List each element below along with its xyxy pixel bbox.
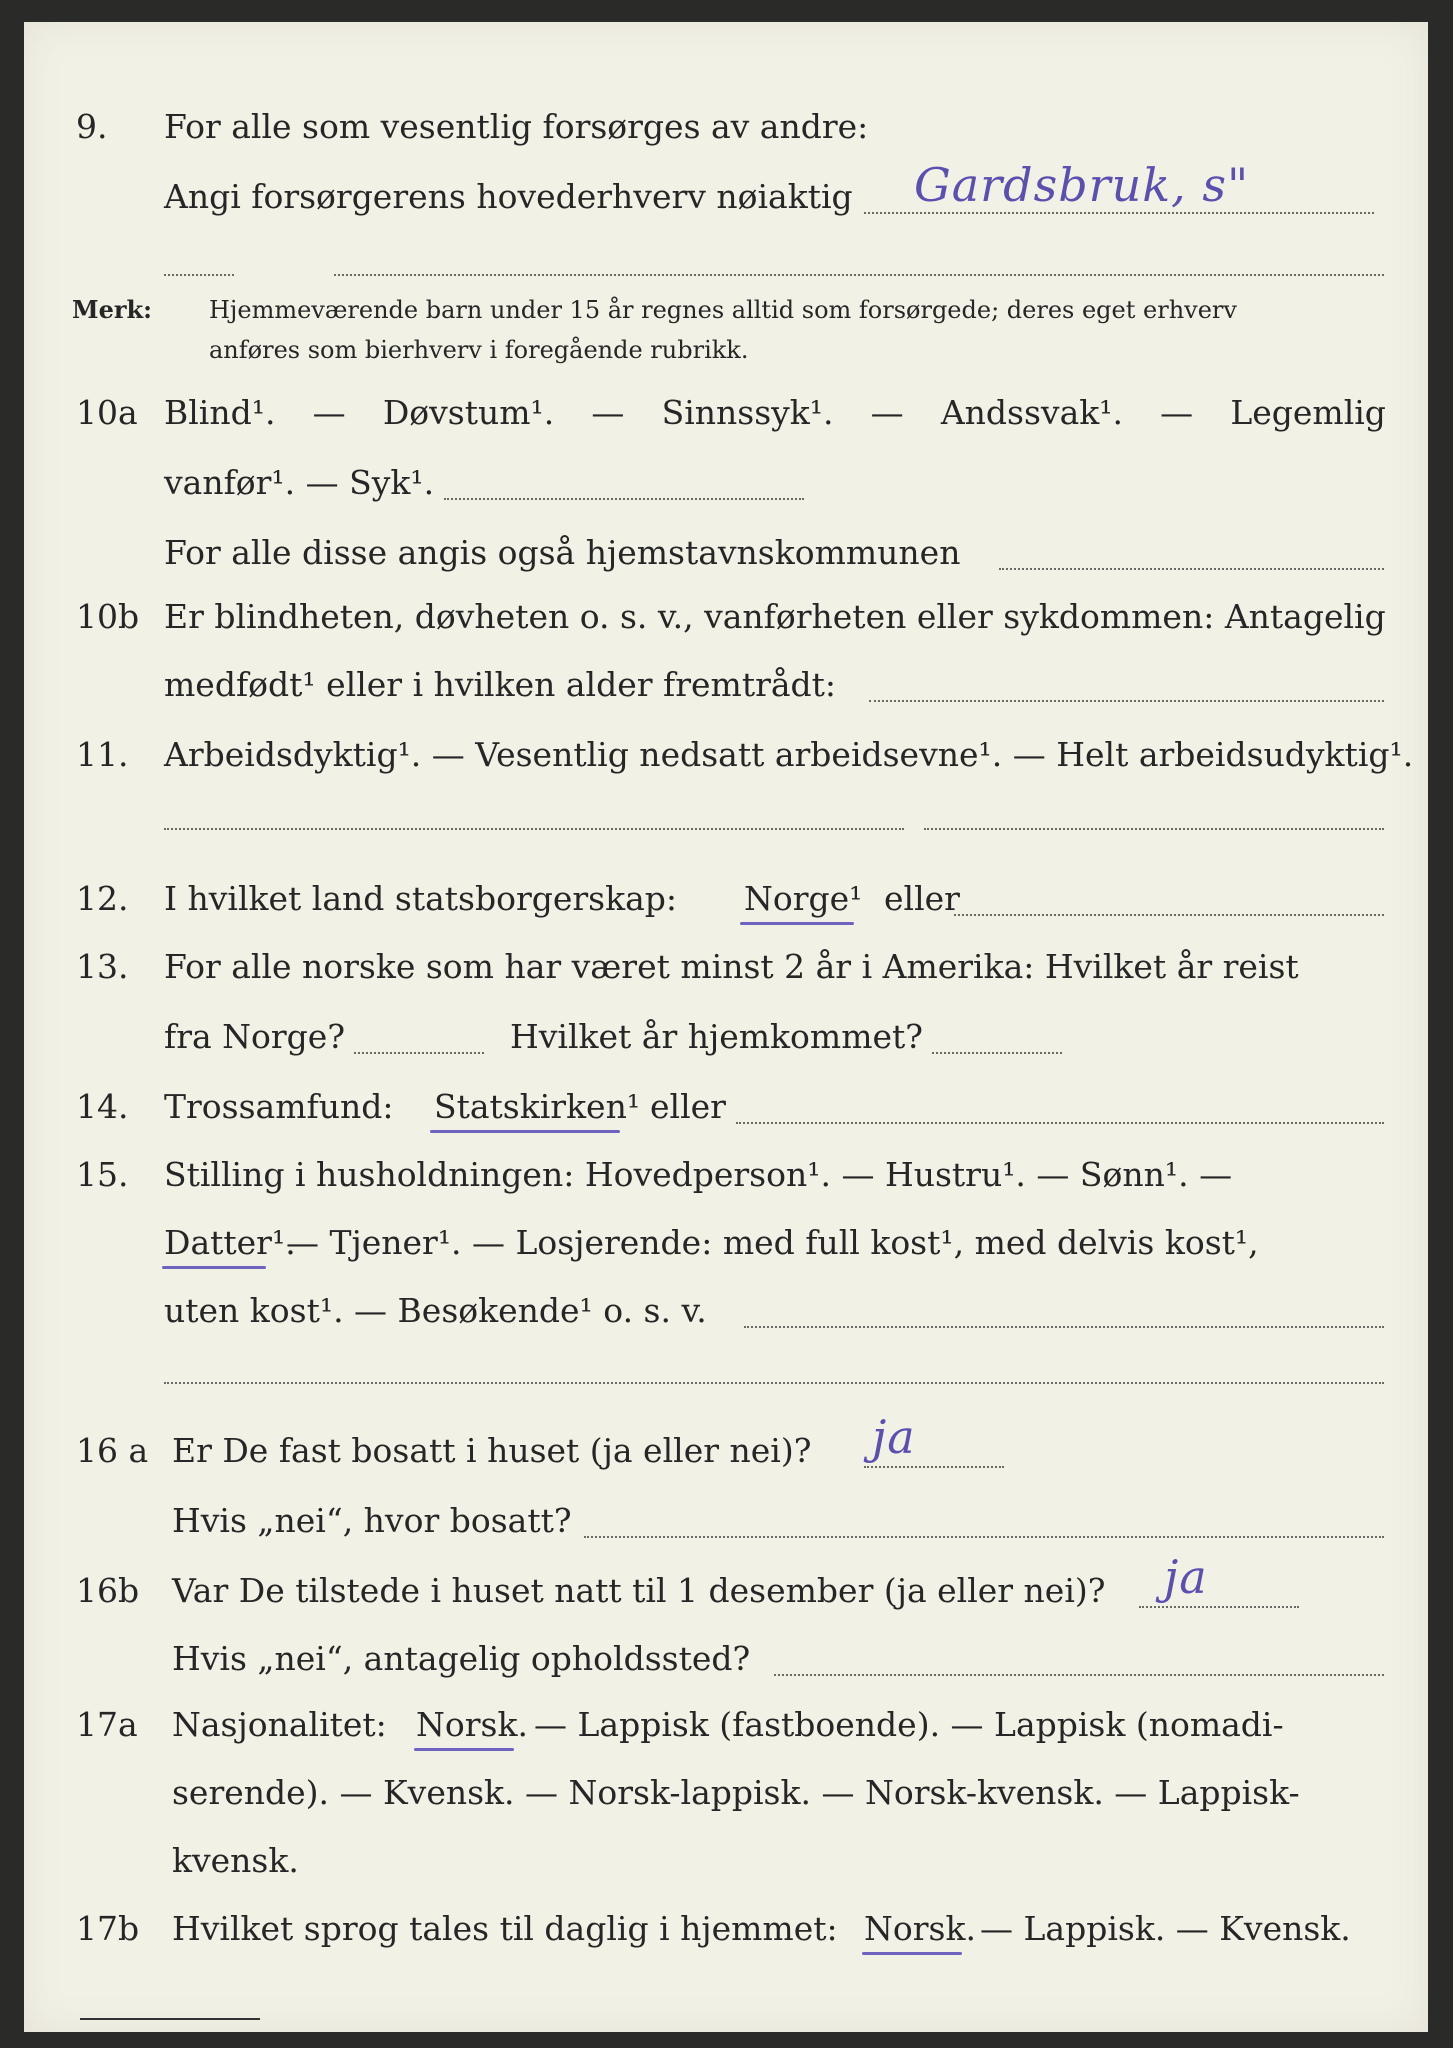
q10a-row2 xyxy=(24,456,1428,510)
q10a-line3: For alle disse angis også hjemstavnskommunen xyxy=(164,533,961,572)
q10b-row2 xyxy=(24,658,1428,712)
q17a-line2: serende). — Kvensk. — Norsk-lappisk. — Norsk-kvensk. — Lappisk- xyxy=(172,1773,1300,1812)
q10a-dash: — xyxy=(591,393,625,432)
q14-option-statskirken[interactable]: Statskirken¹ xyxy=(434,1087,641,1126)
q16b-opholdssted-line[interactable] xyxy=(774,1674,1384,1676)
q15-line1: Stilling i husholdningen: Hovedperson¹. — Hustru¹. — Sønn¹. — xyxy=(164,1155,1233,1194)
q12-prefix: I hvilket land statsborgerskap: xyxy=(164,879,678,918)
q12-suffix: eller xyxy=(884,879,960,918)
q16b-row xyxy=(24,1550,1428,1618)
q13-number: 13. xyxy=(76,947,129,986)
q11-answer-line[interactable] xyxy=(164,828,904,830)
q13-line2a: fra Norge? xyxy=(164,1017,346,1056)
q12-number: 12. xyxy=(76,879,129,918)
q13-line2b: Hvilket år hjemkommet? xyxy=(510,1017,923,1056)
q10b-line1: Er blindheten, døvheten o. s. v., vanførheten eller sykdommen: Antagelig xyxy=(164,597,1386,636)
q12-answer-line[interactable] xyxy=(954,914,1384,916)
q17b-line1c: — Lappisk. — Kvensk. xyxy=(980,1909,1351,1948)
q14-answer-line[interactable] xyxy=(736,1122,1384,1124)
q15-answer-line[interactable] xyxy=(744,1326,1384,1328)
q10b-answer-line[interactable] xyxy=(869,700,1384,702)
q9-line1: For alle som vesentlig forsørges av andre: xyxy=(164,107,869,146)
q11-number: 11. xyxy=(76,735,129,774)
q15-line3: uten kost¹. — Besøkende¹ o. s. v. xyxy=(164,1291,707,1330)
q9-line2: Angi forsørgerens hovederhverv nøiaktig xyxy=(164,177,853,216)
q17b-line1a: Hvilket sprog tales til daglig i hjemmet: xyxy=(172,1909,838,1948)
q10a-row xyxy=(24,386,1428,440)
q10b-line2: medfødt¹ eller i hvilken alder fremtrådt: xyxy=(164,665,837,704)
q16b-answer-line[interactable] xyxy=(1139,1606,1299,1608)
q17a-row xyxy=(24,1698,1428,1752)
q10a-option-legemlig[interactable]: Legemlig xyxy=(1230,393,1386,432)
q10a-answer-line[interactable] xyxy=(444,498,804,500)
q17a-norsk-underline xyxy=(414,1748,514,1751)
q17b-norsk-underline xyxy=(862,1952,962,1955)
q17a-number: 17a xyxy=(76,1705,138,1744)
q10a-option-andssvak[interactable]: Andssvak¹. xyxy=(940,393,1123,432)
q14-number: 14. xyxy=(76,1087,129,1126)
q12-row xyxy=(24,872,1428,926)
q9-row xyxy=(24,100,1428,154)
q15-datter-underline xyxy=(162,1266,266,1269)
census-form-page xyxy=(24,22,1428,2032)
q17a-line1a: Nasjonalitet: xyxy=(172,1705,387,1744)
q16a-bosatt-line[interactable] xyxy=(584,1536,1384,1538)
q10a-row3 xyxy=(24,526,1428,580)
q10a-number: 10a xyxy=(76,393,138,432)
q15-option-datter[interactable]: Datter¹. xyxy=(164,1223,296,1262)
q17a-row3 xyxy=(24,1834,1428,1888)
q10a-dash: — xyxy=(312,393,346,432)
footnote-rule xyxy=(80,2018,260,2020)
q15-row2 xyxy=(24,1216,1428,1270)
q10a-dash: — xyxy=(870,393,904,432)
q16b-row2 xyxy=(24,1632,1428,1686)
q10a-options xyxy=(164,386,1386,440)
q9-row2 xyxy=(24,158,1428,224)
q15-number: 15. xyxy=(76,1155,129,1194)
q17a-line3: kvensk. xyxy=(172,1841,299,1880)
q10a-hjemstavn-line[interactable] xyxy=(999,568,1384,570)
q14-statskirken-underline xyxy=(430,1130,620,1133)
q17a-line1c: — Lappisk (fastboende). — Lappisk (nomadi- xyxy=(534,1705,1284,1744)
q9-answer-line[interactable] xyxy=(864,212,1374,214)
q17a-option-norsk[interactable]: Norsk. xyxy=(416,1705,528,1744)
q10b-row xyxy=(24,590,1428,644)
q16a-answer-line[interactable] xyxy=(864,1466,1004,1468)
q13-row2 xyxy=(24,1010,1428,1064)
q13-line1: For alle norske som har været minst 2 år i Amerika: Hvilket år reist xyxy=(164,947,1299,986)
q16a-line2: Hvis „nei“, hvor bosatt? xyxy=(172,1501,572,1540)
q14-row xyxy=(24,1080,1428,1134)
q13-hjemkommet-line[interactable] xyxy=(932,1052,1062,1054)
q11-answer-line-2[interactable] xyxy=(924,828,1384,830)
q10a-option-sinnssyk[interactable]: Sinnssyk¹. xyxy=(661,393,834,432)
q16a-handwritten-answer: ja xyxy=(872,1410,916,1464)
q15-extra-line[interactable] xyxy=(164,1382,1384,1384)
q14-suffix: eller xyxy=(650,1087,726,1126)
q9-handwritten-answer: Gardsbruk, s" xyxy=(914,158,1250,212)
q13-reist-line[interactable] xyxy=(354,1052,484,1054)
q16a-line1: Er De fast bosatt i huset (ja eller nei)? xyxy=(172,1431,812,1470)
q12-norge-underline xyxy=(740,922,854,925)
q16a-row2 xyxy=(24,1494,1428,1548)
q16b-line1: Var De tilstede i huset natt til 1 desember (ja eller nei)? xyxy=(172,1571,1106,1610)
q16b-number: 16b xyxy=(76,1571,140,1610)
q10a-dash: — xyxy=(1160,393,1194,432)
merk-line2: anføres som bierhverv i foregående rubrikk. xyxy=(209,336,749,364)
merk-line1: Hjemmeværende barn under 15 år regnes alltid som forsørgede; deres eget erhverv xyxy=(209,296,1237,324)
q9-extra-line-short xyxy=(164,274,234,276)
q16a-row xyxy=(24,1410,1428,1478)
q10b-number: 10b xyxy=(76,597,140,636)
q11-line1: Arbeidsdyktig¹. — Vesentlig nedsatt arbeidsevne¹. — Helt arbeidsudyktig¹. xyxy=(164,735,1414,774)
q10a-option-blind[interactable]: Blind¹. xyxy=(164,393,276,432)
q15-row xyxy=(24,1148,1428,1202)
q16b-handwritten-answer: ja xyxy=(1164,1550,1208,1604)
q9-number: 9. xyxy=(76,107,108,146)
q10a-option-dovstum[interactable]: Døvstum¹. xyxy=(382,393,555,432)
q12-option-norge[interactable]: Norge¹ xyxy=(744,879,863,918)
q15-row3 xyxy=(24,1284,1428,1338)
q14-prefix: Trossamfund: xyxy=(164,1087,394,1126)
merk-label: Merk: xyxy=(72,295,152,324)
q16b-line2: Hvis „nei“, antagelig opholdssted? xyxy=(172,1639,751,1678)
q9-extra-line[interactable] xyxy=(334,274,1384,276)
q11-row xyxy=(24,728,1428,782)
q17b-option-norsk[interactable]: Norsk. xyxy=(864,1909,976,1948)
q10a-line2: vanfør¹. — Syk¹. xyxy=(164,463,435,502)
q13-row xyxy=(24,940,1428,994)
q17b-number: 17b xyxy=(76,1909,140,1948)
q17b-row xyxy=(24,1902,1428,1956)
q15-line2b: — Tjener¹. — Losjerende: med full kost¹, med delvis kost¹, xyxy=(286,1223,1259,1262)
q16a-number: 16 a xyxy=(76,1431,149,1470)
q17a-row2 xyxy=(24,1766,1428,1820)
